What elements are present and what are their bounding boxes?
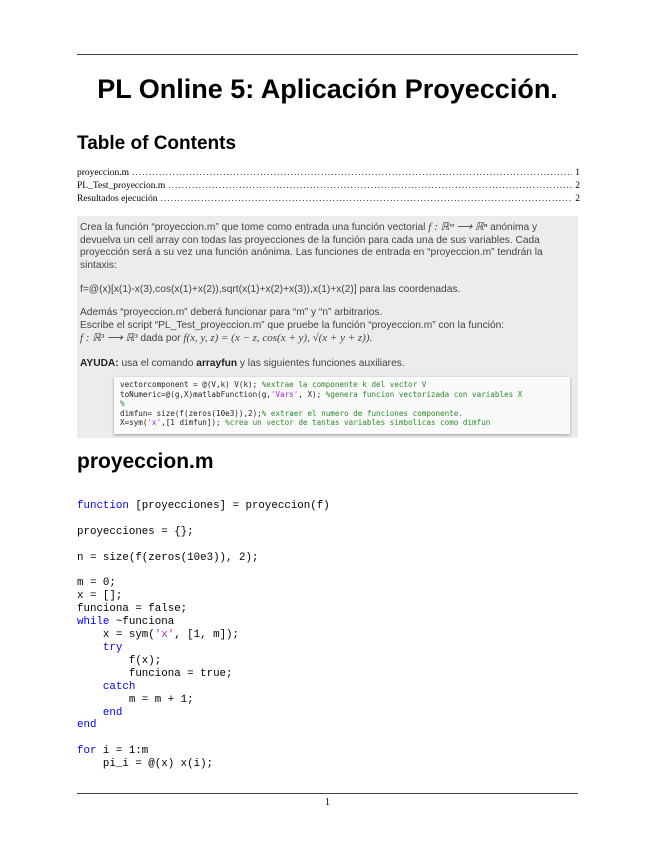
math-expression: f(x, y, z) = (x − z, cos(x + y), √(x + y + z)). (183, 332, 373, 345)
toc-entry[interactable] (77, 167, 580, 179)
toc-entry-page: 2 (575, 194, 580, 204)
code-line: vectorcomponent = @(V,k) V(k); %extrae la componente k del vector V (120, 380, 427, 389)
math-expression: f : ℝᵐ ⟶ ℝⁿ (428, 221, 488, 233)
code-line: toNumeric=@(g,X)matlabFunction(g,'Vars', X); %genera funcion vectorizada con variables X (120, 389, 523, 399)
toc-leader-dots (160, 193, 572, 205)
bottom-rule (77, 793, 578, 794)
code-line: X=sym('x',[1 dimfun]); %crea un vector de tantas variables simbolicas como dimfun (120, 418, 491, 428)
code-line: % (120, 399, 125, 409)
statement-syntax: f=@(x)[x(1)-x(3),cos(x(1)+x(2)),sqrt(x(1)+x(2)+x(3)),x(1)+x(2)] para las coordenadas. (80, 284, 461, 296)
toc-heading: Table of Contents (77, 133, 237, 154)
toc-entry-label[interactable]: proyeccion.m (77, 168, 129, 178)
toc-leader-dots (168, 180, 572, 192)
statement-text: Escribe el script “PL_Test_proyeccion.m” que pruebe la función “proyeccion.m” con la función: (80, 319, 505, 331)
hint-keyword: arrayfun (196, 357, 238, 369)
toc-entry[interactable] (77, 180, 580, 192)
page-number: 1 (325, 797, 330, 808)
statement-text: anónima y devuelva un cell array con todas las proyecciones de la función para cada una de sus variables. Cada proyección será a su vez una función anónima. Las funciones de entrada en “proyeccion.m” tendrán la sintaxis: (80, 222, 543, 271)
toc-leader-dots (132, 167, 572, 179)
statement-paragraph (80, 307, 575, 346)
math-expression: f : ℝ³ ⟶ ℝ³ (80, 332, 138, 345)
toc-entry-page: 1 (575, 168, 580, 178)
toc-entry-page: 2 (575, 181, 580, 191)
top-rule (77, 54, 578, 55)
toc-entry-label[interactable]: PL_Test_proyeccion.m (77, 181, 166, 191)
toc-entry-label[interactable]: Resultados ejecución (77, 194, 158, 204)
statement-text: usa el comando (118, 357, 197, 369)
statement-text: dada por (137, 333, 184, 345)
document-title: PL Online 5: Aplicación Proyección. (97, 74, 558, 104)
statement-paragraph (80, 221, 575, 272)
statement-hint (80, 358, 575, 371)
helper-code-snippet (114, 377, 570, 434)
hint-label: AYUDA: (80, 357, 119, 369)
code-line: dimfun= size(f(zeros(10e3)),2);% extraer el numero de funciones componente. (120, 408, 463, 418)
section-heading: proyeccion.m (77, 450, 214, 473)
statement-text: y las siguientes funciones auxiliares. (237, 357, 405, 369)
statement-text: Además “proyeccion.m” deberá funcionar para “m” y “n” arbitrarios. (80, 306, 383, 318)
toc-entry[interactable] (77, 193, 580, 205)
code-listing: function [proyecciones] = proyeccion(f) proyecciones = {}; n = size(f(zeros(10e3)), 2); m = 0; x = []; funciona = false; while ~funciona x = sym('x', [1, m]); try f(x); funciona = true; catch m = m + 1; end end for i = 1:m pi_i = @(x) x(i); (77, 500, 330, 771)
statement-text: Crea la función “proyeccion.m” que tome como entrada una función vectorial (80, 222, 429, 233)
